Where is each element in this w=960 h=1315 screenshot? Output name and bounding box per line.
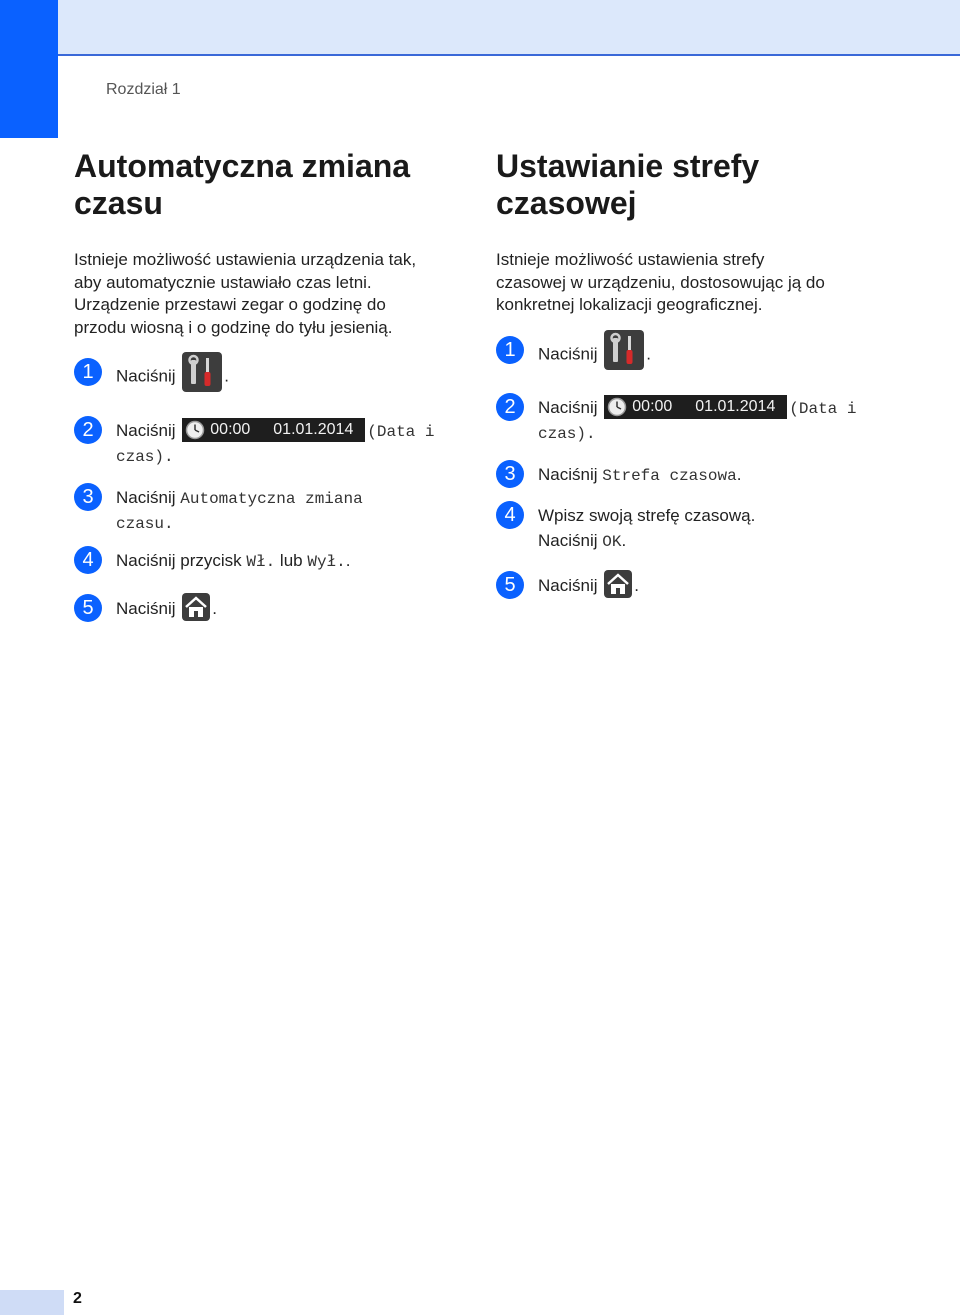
footer-band [0, 1290, 64, 1315]
step-mono-text: OK [602, 533, 622, 551]
page-number: 2 [73, 1290, 82, 1307]
date-time-button[interactable] [182, 418, 365, 442]
step-mono-text: Automatyczna zmiana [180, 490, 363, 508]
home-icon[interactable] [604, 570, 632, 598]
intro-line: Urządzenie przestawi zegar o godzinę do [74, 295, 386, 314]
step-text: . [634, 576, 639, 595]
title-line: czasu [74, 185, 163, 221]
step-text: . [224, 366, 229, 386]
section-auto-time-change [74, 148, 454, 619]
step-number-badge: 2 [74, 416, 102, 444]
intro-line: przodu wiosną i o godzinę do tyłu jesienią. [74, 317, 393, 337]
step-text: . [646, 344, 651, 364]
time-value: 00:00 [210, 420, 251, 438]
intro-line: Istnieje możliwość ustawienia urządzenia tak, [74, 250, 417, 269]
step-text: Naciśnij [116, 421, 176, 440]
home-icon[interactable] [182, 593, 210, 621]
chapter-tab [0, 0, 58, 138]
date-value: 01.01.2014 [273, 420, 354, 438]
intro-line: Istnieje możliwość ustawienia strefy [496, 250, 765, 269]
step-text: Naciśnij [116, 488, 176, 507]
intro-line: konkretnej lokalizacji geograficznej. [496, 295, 763, 314]
step-text: Naciśnij [116, 599, 176, 618]
intro-line: czasowej w urządzeniu, dostosowując ją do [496, 272, 825, 292]
date-time-button[interactable] [604, 395, 787, 419]
step-mono-text: czas). [538, 425, 596, 443]
tools-icon[interactable] [604, 330, 644, 370]
clock-icon [607, 397, 627, 417]
step-number-badge: 4 [74, 546, 102, 574]
section-title [74, 148, 454, 222]
step-text: Naciśnij [116, 366, 176, 386]
time-value: 00:00 [632, 397, 673, 415]
step-text: . [212, 599, 217, 618]
step-mono-text: Wł. [246, 553, 276, 571]
step-text: . [621, 531, 627, 550]
step-number-badge: 4 [496, 501, 524, 529]
step-number-badge: 3 [74, 483, 102, 511]
tools-icon[interactable] [182, 352, 222, 392]
intro-line: aby automatycznie ustawiało czas letni. [74, 272, 372, 292]
step-mono-text: Wył. [307, 553, 346, 571]
header-band [0, 0, 960, 56]
intro-paragraph [74, 249, 454, 339]
step-mono-text: (Data i [789, 400, 857, 418]
section-title [496, 148, 896, 222]
chapter-label: Rozdział 1 [106, 81, 181, 98]
title-line: czasowej [496, 185, 637, 221]
step-text: Wpisz swoją strefę czasową. [538, 506, 756, 525]
step-text: Naciśnij [538, 465, 598, 484]
step-text: lub [279, 551, 303, 570]
step-text: . [736, 465, 742, 484]
step-text: Naciśnij [538, 344, 598, 364]
step-mono-text: (Data i [367, 423, 435, 441]
step-mono-text: czas). [116, 448, 174, 466]
step-number-badge: 1 [496, 336, 524, 364]
step-number-badge: 5 [496, 571, 524, 599]
date-value: 01.01.2014 [695, 397, 776, 415]
step-text: Naciśnij przycisk [116, 551, 242, 570]
intro-paragraph [496, 249, 896, 317]
step-text: . [345, 551, 351, 570]
title-line: Ustawianie strefy [496, 148, 760, 184]
clock-icon [185, 420, 205, 440]
step-number-badge: 2 [496, 393, 524, 421]
step-number-badge: 5 [74, 594, 102, 622]
title-line: Automatyczna zmiana [74, 148, 411, 184]
section-time-zone [496, 148, 896, 596]
step-number-badge: 1 [74, 358, 102, 386]
step-text: Naciśnij [538, 576, 598, 595]
step-mono-text: Strefa czasowa [602, 467, 737, 485]
step-number-badge: 3 [496, 460, 524, 488]
step-text: Naciśnij [538, 398, 598, 417]
step-text: Naciśnij [538, 531, 598, 550]
step-mono-text: czasu. [116, 515, 174, 533]
